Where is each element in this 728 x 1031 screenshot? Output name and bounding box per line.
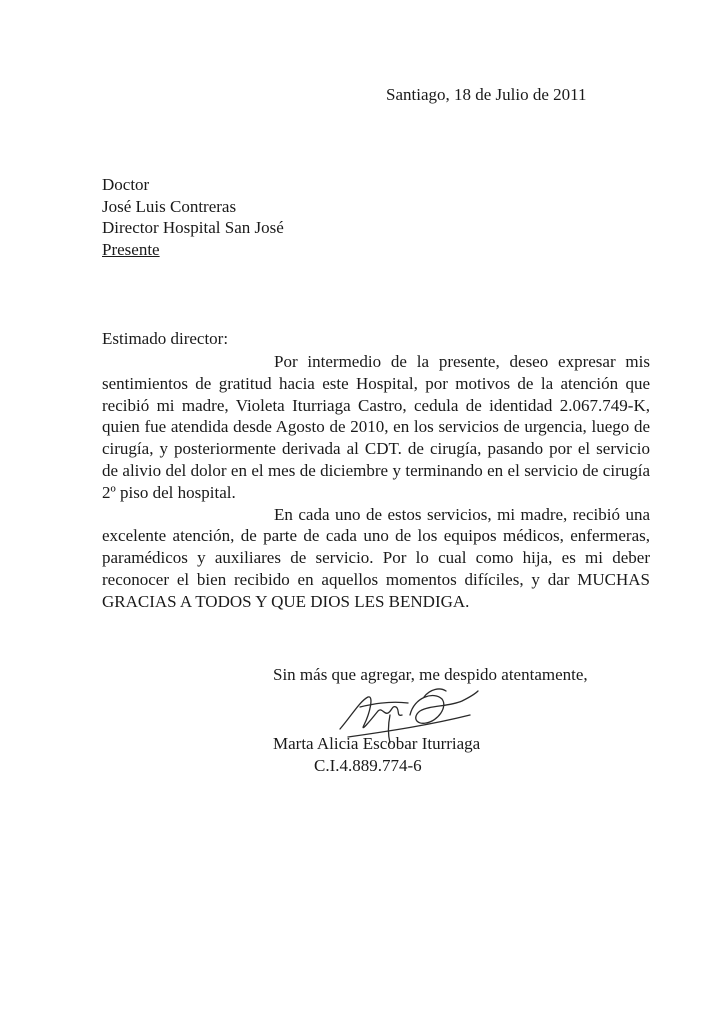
recipient-title: Doctor <box>102 175 150 194</box>
body-paragraph-2: En cada uno de estos servicios, mi madre, recibió una excelente atención, de parte de cada uno de los equipos médicos, enfermeras, paramédicos y auxiliares de servicio. Por lo cual como hija, es mi deber reconocer el bien recibido en aquellos momentos difíciles, y dar MUCHAS GRACIAS A TODOS Y QUE DIOS LES BENDIGA. <box>102 504 650 611</box>
recipient-name: José Luis Contreras <box>102 196 237 216</box>
salutation: Estimado director: <box>102 329 229 348</box>
letter-body <box>102 351 650 613</box>
signer-name: Marta Alicia Escobar Iturriaga <box>273 734 481 753</box>
recipient-block <box>102 174 284 260</box>
date-line: Santiago, 18 de Julio de 2011 <box>386 85 587 104</box>
recipient-position: Director Hospital San José <box>102 218 284 237</box>
signer-id: C.I.4.889.774-6 <box>314 756 422 775</box>
closing-line: Sin más que agregar, me despido atentamente, <box>273 665 588 684</box>
recipient-presente: Presente <box>102 239 160 259</box>
body-paragraph-1: Por intermedio de la presente, deseo expresar mis sentimientos de gratitud hacia este Hospital, por motivos de la atención que recibió mi madre, Violeta Iturriaga Castro, cedula de identidad 2.067.749-K, quien fue atendida desde Agosto de 2010, en los servicios de urgencia, luego de cirugía, y posteriormente derivada al CDT. de cirugía, pasando por el servicio de alivio del dolor en el mes de diciembre y terminando en el servicio de cirugía 2º piso del hospital. <box>102 352 650 502</box>
